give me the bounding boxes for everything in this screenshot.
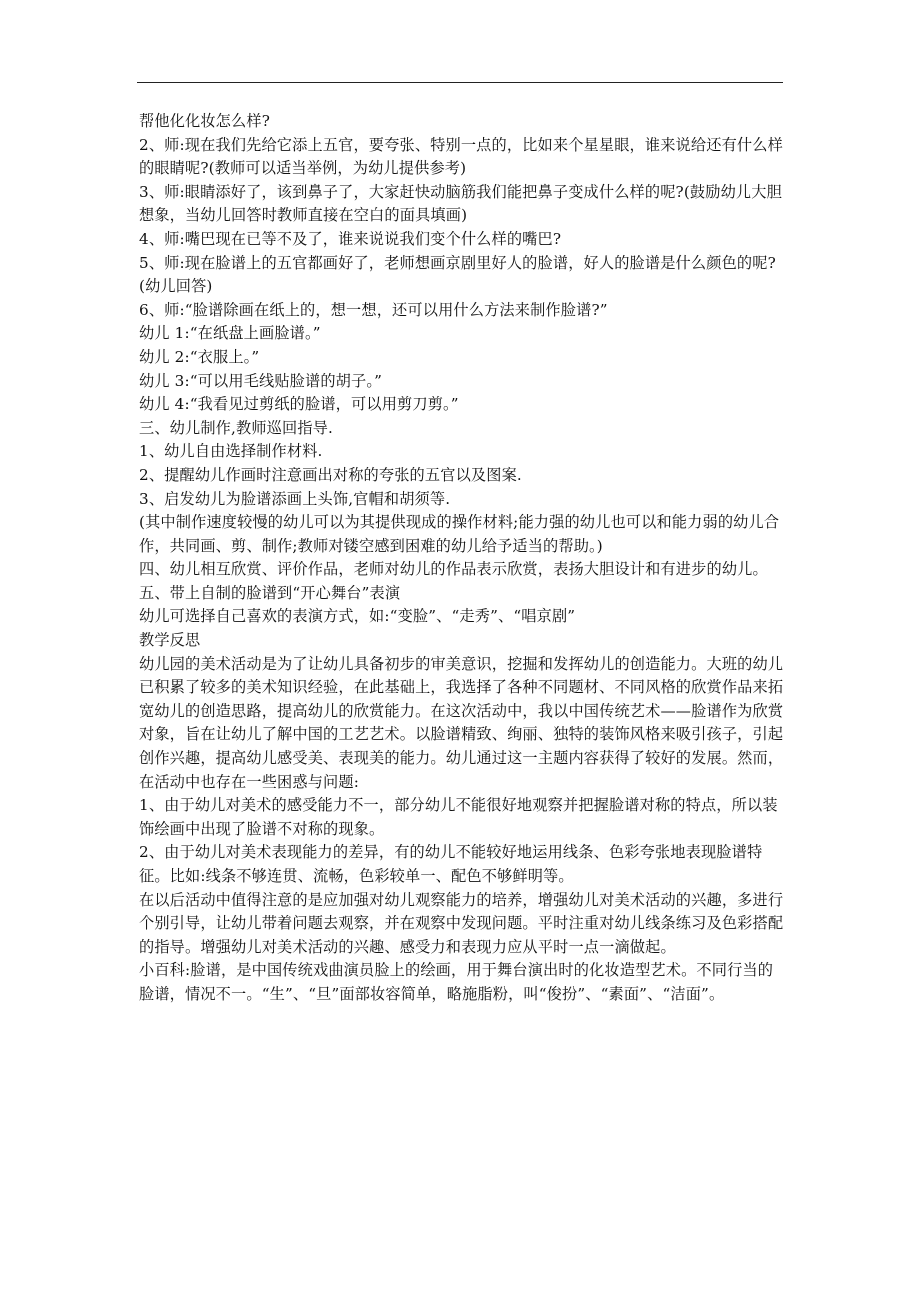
paragraph: 小百科:脸谱，是中国传统戏曲演员脸上的绘画，用于舞台演出时的化妆造型艺术。不同行当的脸谱，情况不一。“生”、“旦”面部妆容简单，略施脂粉，叫“俊扮”、“素面”、“洁面”。 [139,961,774,1003]
paragraph: 2、师:现在我们先给它添上五官，要夸张、特别一点的，比如来个星星眼，谁来说给还有什么样的眼睛呢?(教师可以适当举例，为幼儿提供参考) [139,135,783,178]
paragraph: 幼儿 4:“我看见过剪纸的脸谱，可以用剪刀剪。” [139,395,459,414]
paragraph: 2、由于幼儿对美术表现能力的差异，有的幼儿不能较好地运用线条、色彩夸张地表现脸谱特征。比如:线条不够连贯、流畅，色彩较单一、配色不够鲜明等。 [139,843,763,885]
paragraph: 6、师:“脸谱除画在纸上的，想一想，还可以用什么方法来制作脸谱?” [139,300,608,319]
paragraph: 帮他化化妆怎么样? [139,112,270,130]
paragraph: 幼儿 1:“在纸盘上画脸谱。” [139,324,321,343]
paragraph: 幼儿可选择自己喜欢的表演方式，如:“变脸”、“走秀”、“唱京剧” [139,607,576,626]
header-rule [137,82,783,83]
paragraph: 幼儿 3:“可以用毛线贴脸谱的胡子。” [139,371,383,390]
paragraph: 5、师:现在脸谱上的五官都画好了，老师想画京剧里好人的脸谱，好人的脸谱是什么颜色的呢?(幼儿回答) [139,253,776,296]
paragraph: (其中制作速度较慢的幼儿可以为其提供现成的操作材料;能力强的幼儿也可以和能力弱的幼儿合作，共同画、剪、制作;教师对镂空感到困难的幼儿给予适当的帮助。) [139,513,780,555]
paragraph: 3、师:眼睛添好了，该到鼻子了，大家赶快动脑筋我们能把鼻子变成什么样的呢?(鼓励幼儿大胆想象，当幼儿回答时教师直接在空白的面具填画) [139,182,782,225]
paragraph: 在以后活动中值得注意的是应加强对幼儿观察能力的培养，增强幼儿对美术活动的兴趣，多进行个别引导，让幼儿带着问题去观察，并在观察中发现问题。平时注重对幼儿线条练习及色彩搭配的指导。增强幼儿对美术活动的兴趣、感受力和表现力应从平时一点一滴做起。 [139,890,784,956]
paragraph: 2、提醒幼儿作画时注意画出对称的夸张的五官以及图案. [139,465,522,484]
document-body [139,110,787,1007]
paragraph: 3、启发幼儿为脸谱添画上头饰,官帽和胡须等. [139,489,451,508]
paragraph: 幼儿园的美术活动是为了让幼儿具备初步的审美意识，挖掘和发挥幼儿的创造能力。大班的幼儿已积累了较多的美术知识经验，在此基础上，我选择了各种不同题材、不同风格的欣赏作品来拓宽幼儿的创造思路，提高幼儿的欣赏能力。在这次活动中，我以中国传统艺术——脸谱作为欣赏对象，旨在让幼儿了解中国的工艺艺术。以脸谱精致、绚丽、独特的装饰风格来吸引孩子，引起创作兴趣，提高幼儿感受美、表现美的能力。幼儿通过这一主题内容获得了较好的发展。然而，在活动中也存在一些困惑与问题: [139,654,784,791]
section-heading: 三、幼儿制作,教师巡回指导. [139,418,334,437]
paragraph: 幼儿 2:“衣服上。” [139,347,260,366]
section-heading: 教学反思 [139,631,201,650]
paragraph: 1、幼儿自由选择制作材料. [139,442,323,461]
section-heading: 五、带上自制的脸谱到“开心舞台”表演 [139,583,401,602]
section-heading: 四、幼儿相互欣赏、评价作品，老师对幼儿的作品表示欣赏，表扬大胆设计和有进步的幼儿。 [139,560,768,579]
paragraph: 1、由于幼儿对美术的感受能力不一，部分幼儿不能很好地观察并把握脸谱对称的特点，所以装饰绘画中出现了脸谱不对称的现象。 [139,796,778,838]
paragraph: 4、师:嘴巴现在已等不及了，谁来说说我们变个什么样的嘴巴? [139,229,562,248]
